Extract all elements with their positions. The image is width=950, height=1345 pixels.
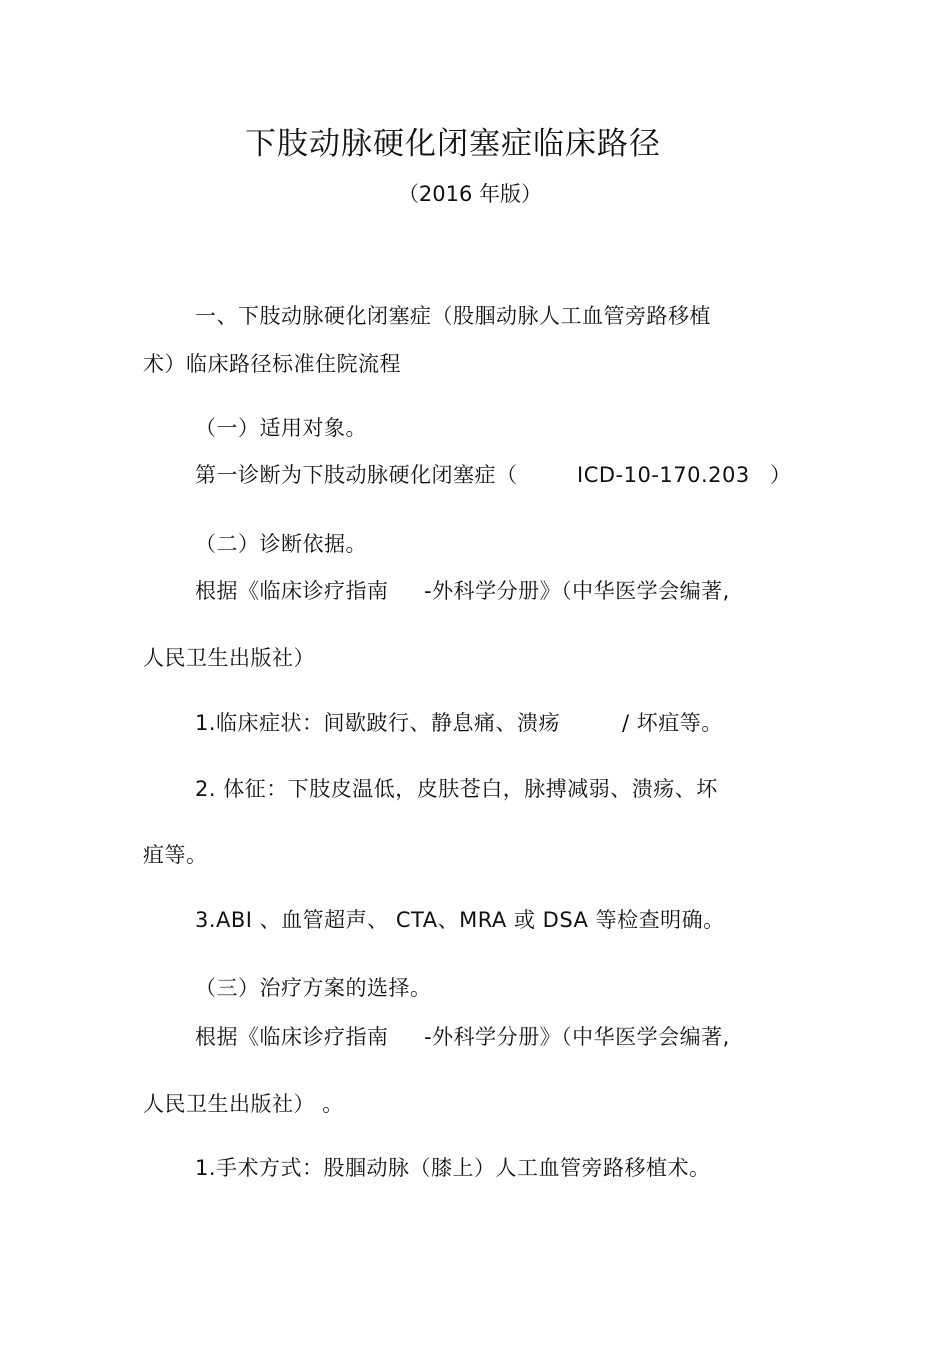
subsection-heading-diagnosis-basis: （二）诊断依据。 bbox=[195, 532, 367, 556]
section-heading-line-2: 术）临床路径标准住院流程 bbox=[143, 352, 401, 376]
subsection-heading-applicable: （一）适用对象。 bbox=[195, 416, 367, 440]
surgery-method: 1.手术方式：股腘动脉（膝上）人工血管旁路移植术。 bbox=[195, 1156, 711, 1180]
document-title: 下肢动脉硬化闭塞症临床路径 bbox=[245, 126, 661, 162]
symptom-item-1b: / 坏疽等。 bbox=[622, 711, 723, 735]
reference-text-2b: -外科学分册》（中华医学会编著, bbox=[424, 1025, 730, 1049]
symptom-item-2-line-1: 2. 体征：下肢皮温低，皮肤苍白，脉搏减弱、溃疡、坏 bbox=[195, 777, 718, 801]
document-subtitle: （2016 年版） bbox=[397, 182, 543, 206]
reference-publisher-1: 人民卫生出版社） bbox=[143, 646, 315, 670]
symptom-item-2-line-2: 疽等。 bbox=[143, 843, 208, 867]
section-heading-line-1: 一、下肢动脉硬化闭塞症（股腘动脉人工血管旁路移植 bbox=[195, 304, 711, 328]
reference-text-1b: -外科学分册》（中华医学会编著, bbox=[424, 579, 730, 603]
symptom-item-1a: 1.临床症状：间歇跛行、静息痛、溃疡 bbox=[195, 711, 561, 735]
reference-publisher-2: 人民卫生出版社） 。 bbox=[143, 1092, 344, 1116]
diagnosis-text: 第一诊断为下肢动脉硬化闭塞症（ bbox=[195, 463, 518, 487]
subsection-heading-treatment: （三）治疗方案的选择。 bbox=[195, 976, 432, 1000]
symptom-item-3: 3.ABI 、血管超声、 CTA、MRA 或 DSA 等检查明确。 bbox=[195, 908, 725, 932]
reference-text-2a: 根据《临床诊疗指南 bbox=[195, 1025, 389, 1049]
diagnosis-close-paren: ） bbox=[770, 463, 792, 487]
reference-text-1a: 根据《临床诊疗指南 bbox=[195, 579, 389, 603]
icd-code: ICD-10-170.203 bbox=[577, 463, 750, 487]
